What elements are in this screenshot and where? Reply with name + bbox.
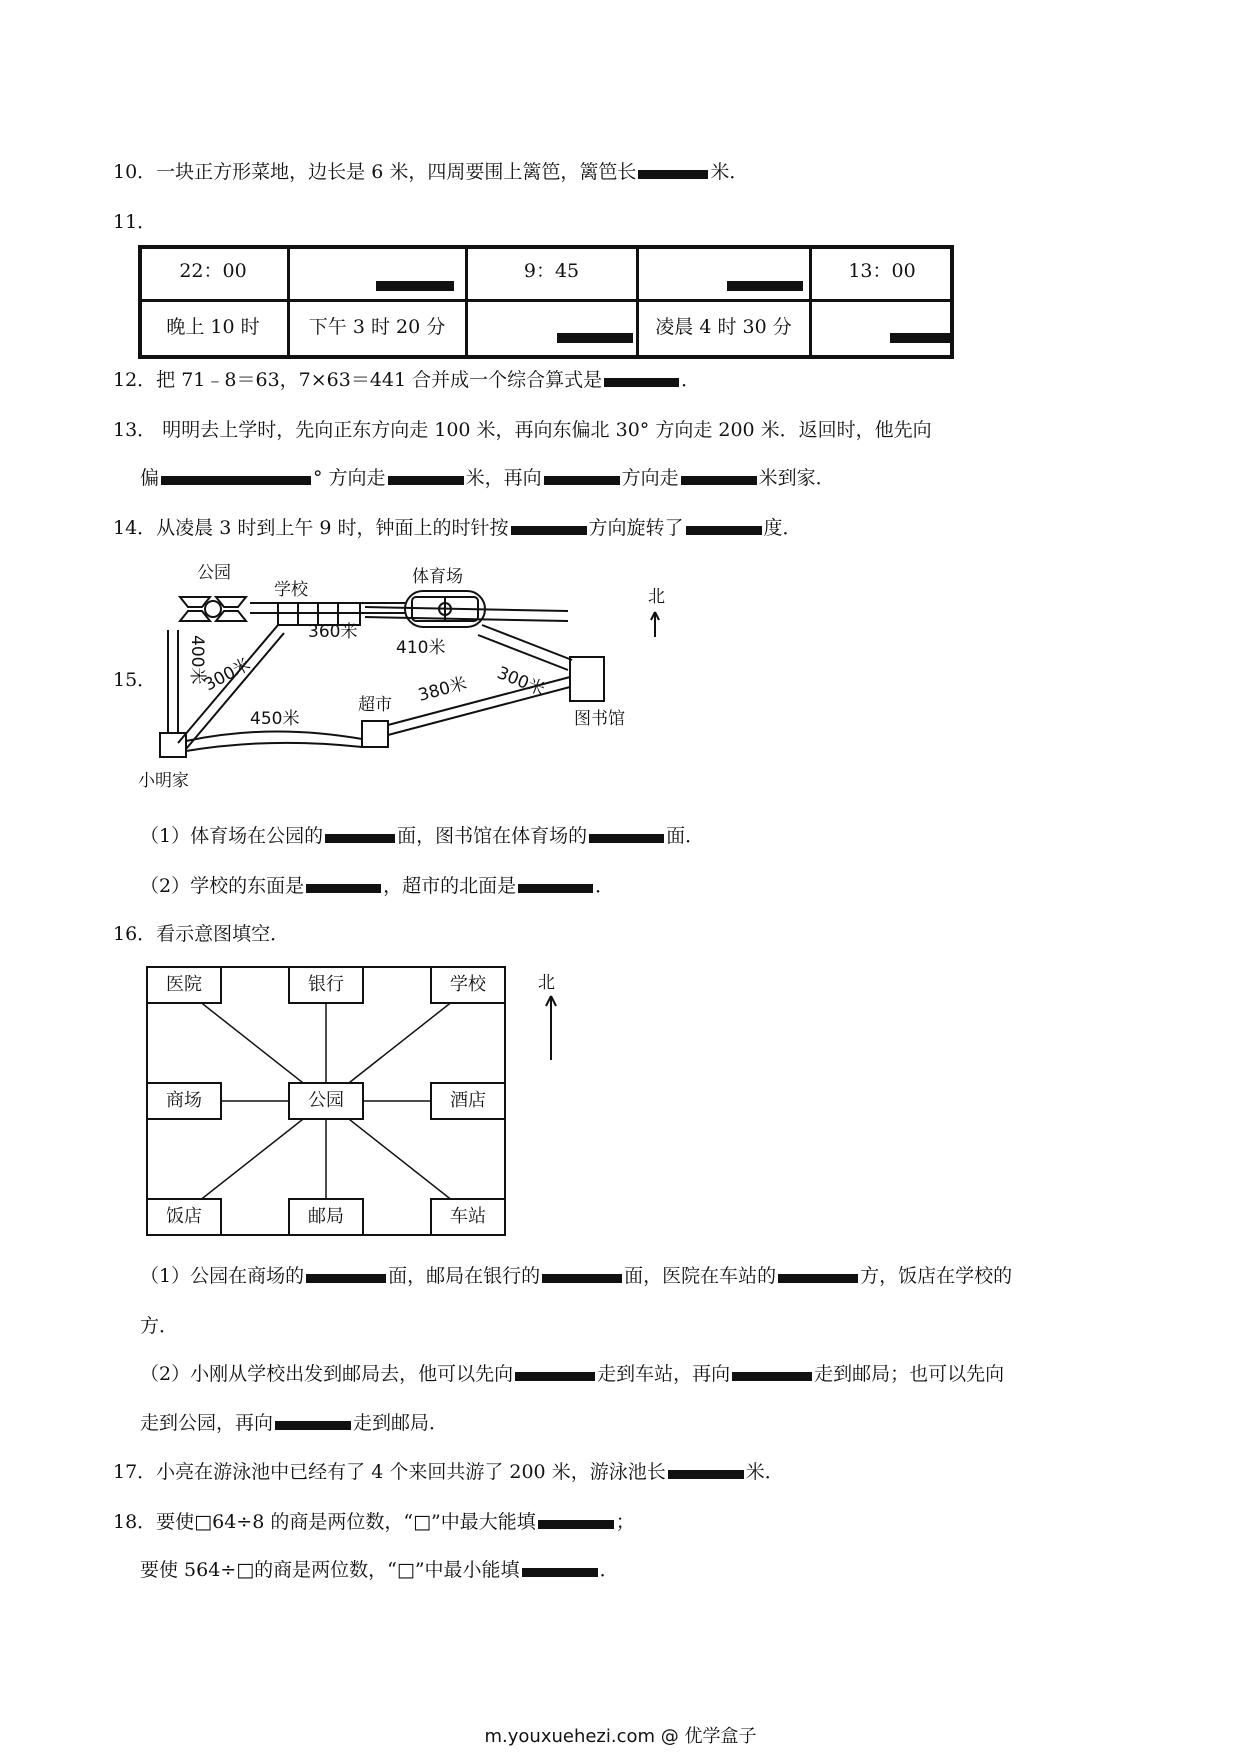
table-cell: 凌晨 4 时 30 分 [655,316,792,338]
distance-label: 360米 [308,622,358,642]
distance-label: 410米 [396,638,446,658]
road [168,630,178,733]
home-icon [160,733,186,757]
question-17: 17．小亮在游泳池中已经有了 4 个来回共游了 200 米，游泳池长 米． [113,1461,784,1483]
answer-blank[interactable] [522,1568,598,1577]
park-icon [180,597,246,621]
table-cell: 22：00 [179,260,247,282]
table-cell: 13：00 [848,260,916,282]
north-label: 北 [538,973,555,993]
time-conversion-table [138,245,954,359]
answer-blank[interactable] [557,333,633,343]
answer-blank[interactable] [542,1274,622,1283]
question-12: 12．把 71﹣8＝63，7×63＝441 合并成一个综合算式是 ． [113,369,701,391]
restaurant-box: 饭店 [146,1198,222,1236]
question-15-part1: （1）体育场在公园的 面，图书馆在体育场的 面． [140,825,705,847]
route-map [138,555,750,800]
answer-blank[interactable] [544,476,620,485]
answer-blank[interactable] [604,378,679,387]
question-16-part1-cont: 方． [140,1315,179,1337]
question-13-line1: 13． 明明去上学时，先向正东方向走 100 米，再向东偏北 30° 方向走 200 米．返回时，他先向 [113,419,932,441]
answer-blank[interactable] [732,1372,812,1381]
answer-blank[interactable] [306,884,381,893]
hotel-box: 酒店 [430,1082,506,1120]
answer-blank[interactable] [275,1421,351,1430]
answer-blank[interactable] [668,1470,744,1479]
north-label: 北 [648,587,665,607]
north-indicator [530,966,570,1066]
post-office-box: 邮局 [288,1198,364,1236]
answer-blank[interactable] [589,834,664,843]
road [478,625,572,670]
park-label: 公园 [197,563,231,583]
answer-blank[interactable] [778,1274,858,1283]
question-13-line2: 偏 ° 方向走 米，再向 方向走 米到家． [140,467,835,489]
answer-blank[interactable] [727,281,803,291]
footer-watermark: m.youxuehezi.com @ 优学盒子 [484,1726,757,1747]
question-16-part1: （1）公园在商场的 面，邮局在银行的 面，医院在车站的 方，饭店在学校的 [140,1265,1013,1287]
answer-blank[interactable] [161,476,311,485]
question-18-line1: 18．要使□64÷8 的商是两位数，“□”中最大能填 ； [113,1511,635,1533]
table-cell: 晚上 10 时 [166,316,260,338]
distance-label: 300米 [200,654,255,696]
answer-blank[interactable] [681,476,757,485]
question-10: 10．一块正方形菜地，边长是 6 米，四周要围上篱笆，篱笆长 米． [113,161,749,183]
direction-grid-map [146,966,506,1236]
distance-label: 450米 [250,709,300,729]
answer-blank[interactable] [538,1520,614,1529]
answer-blank[interactable] [306,1274,386,1283]
road [186,731,362,751]
park-box: 公园 [288,1082,364,1120]
distance-label: 400米 [187,635,207,685]
question-18-line2: 要使 564÷□的商是两位数，“□”中最小能填 ． [140,1559,619,1581]
question-16-part2: （2）小刚从学校出发到邮局去，他可以先向 走到车站，再向 走到邮局；也可以先向 [140,1363,1005,1385]
answer-blank[interactable] [511,526,587,535]
home-label: 小明家 [138,771,189,791]
distance-label: 380米 [416,673,470,706]
question-15-part2: （2）学校的东面是 ，超市的北面是 ． [140,875,615,897]
answer-blank[interactable] [376,281,454,291]
question-16-part2-cont: 走到公园，再向 走到邮局． [140,1412,449,1434]
library-icon [570,657,604,701]
library-label: 图书馆 [574,709,625,729]
answer-blank[interactable] [388,476,464,485]
mall-box: 商场 [146,1082,222,1120]
answer-blank[interactable] [638,170,708,179]
school-label: 学校 [274,580,308,600]
table-divider [138,299,954,302]
question-14: 14．从凌晨 3 时到上午 9 时，钟面上的时针按 方向旋转了 度． [113,517,802,539]
table-cell: 9：45 [523,260,580,282]
school-box: 学校 [430,966,506,1004]
bank-box: 银行 [288,966,364,1004]
stadium-label: 体育场 [412,567,463,587]
north-arrow-icon [546,996,556,1060]
station-box: 车站 [430,1198,506,1236]
answer-blank[interactable] [515,1372,595,1381]
hospital-box: 医院 [146,966,222,1004]
question-16-title: 16．看示意图填空． [113,923,290,945]
answer-blank[interactable] [325,834,395,843]
table-cell: 下午 3 时 20 分 [308,316,446,338]
distance-label: 300米 [494,663,548,701]
question-11-number: 11． [113,211,157,233]
north-arrow-icon [651,612,659,637]
question-15-number: 15． [113,669,157,691]
answer-blank[interactable] [518,884,593,893]
answer-blank[interactable] [890,333,950,343]
answer-blank[interactable] [686,526,762,535]
supermarket-icon [362,721,388,747]
supermarket-label: 超市 [358,695,392,715]
